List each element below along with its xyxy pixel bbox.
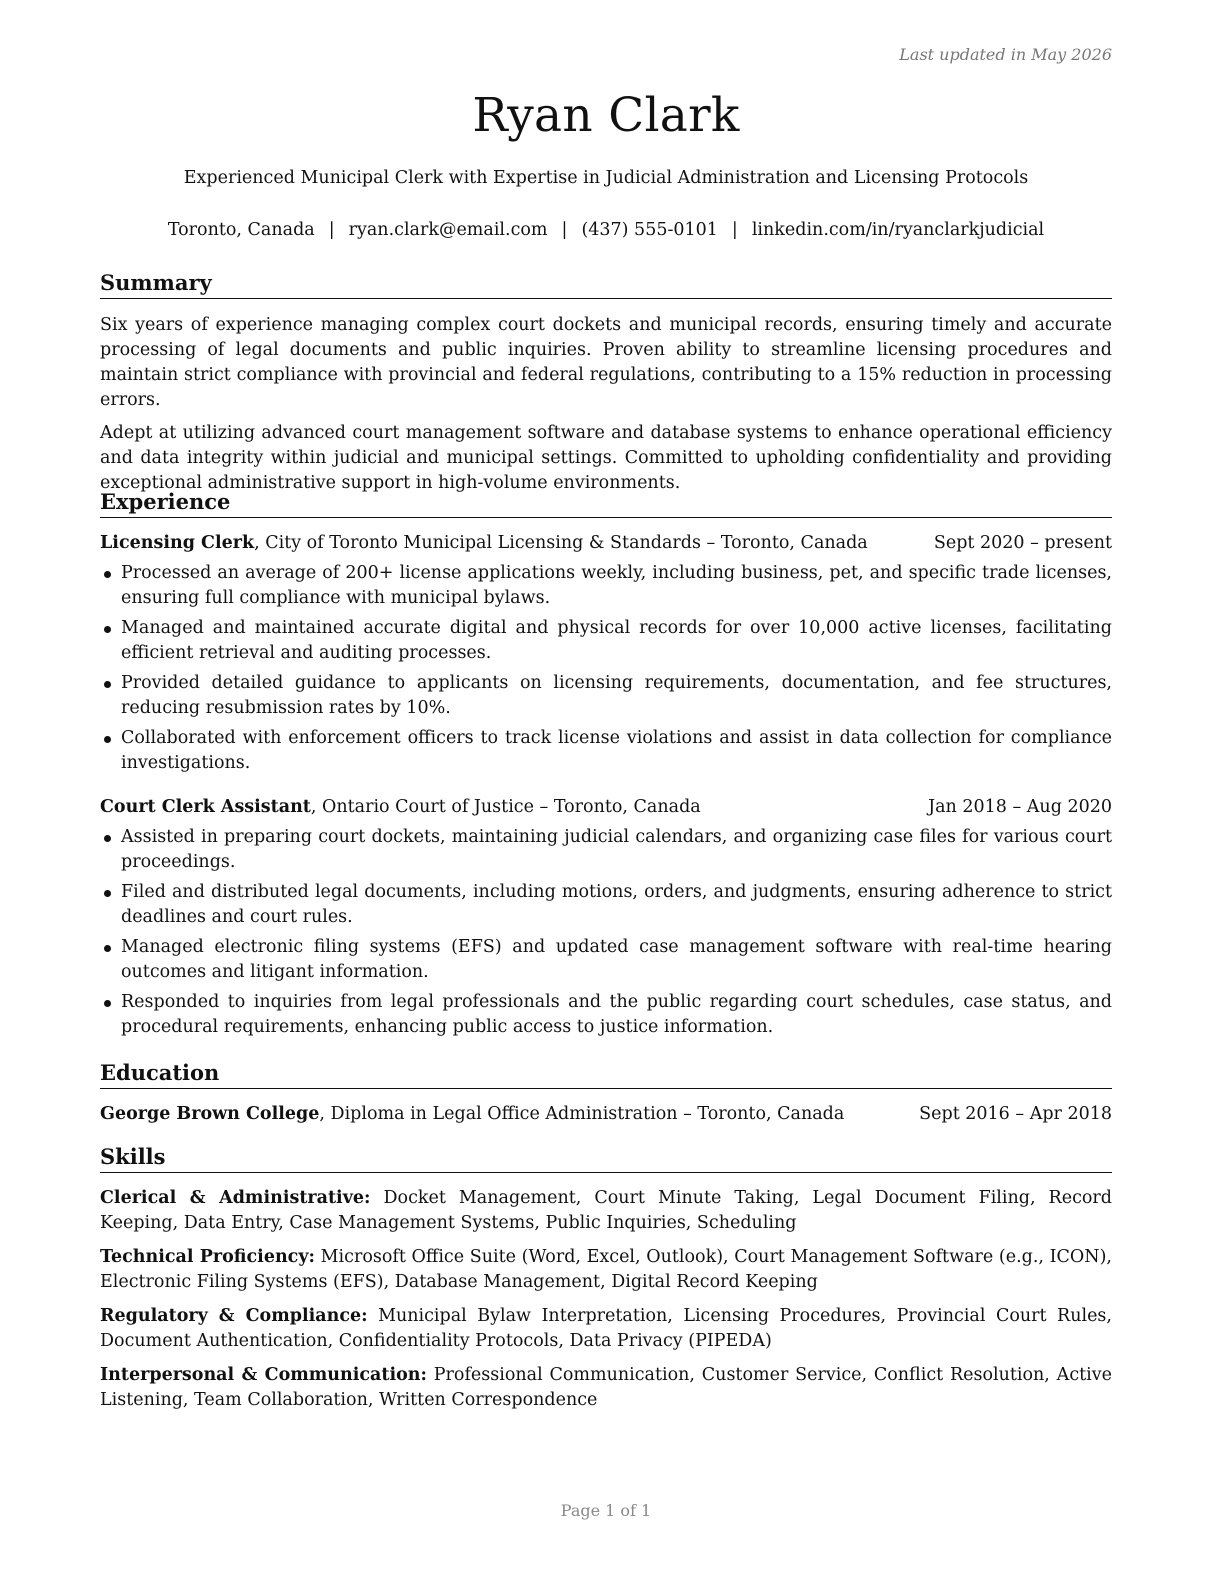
page-number: Page 1 of 1 (560, 1501, 652, 1520)
job-heading (100, 795, 1112, 820)
skill-group (100, 1186, 1112, 1236)
job-bullet: Collaborated with enforcement officers to track license violations and assist in data collection for compliance investigations. (100, 726, 1112, 776)
job-org: , Ontario Court of Justice – Toronto, Canada (310, 797, 701, 817)
contact-line (100, 220, 1112, 240)
contact-separator: | (328, 220, 335, 240)
job-entry (100, 795, 1112, 1040)
job-bullet: Assisted in preparing court dockets, maintaining judicial calendars, and organizing case files for various court proceedings. (100, 825, 1112, 875)
skill-items: Microsoft Office Suite (Word, Excel, Outlook), Court Management Software (e.g., ICON), Electronic Filing Systems (EFS), Database Management, Digital Record Keeping (100, 1247, 1112, 1292)
education-section (100, 1060, 1112, 1127)
last-updated: Last updated in May 2026 (899, 45, 1112, 64)
skill-items: Docket Management, Court Minute Taking, Legal Document Filing, Record Keeping, Data Entry, Case Management Systems, Public Inquiries, Scheduling (100, 1188, 1112, 1233)
contact-phone: (437) 555-0101 (581, 220, 718, 240)
skill-group (100, 1245, 1112, 1295)
job-role: Licensing Clerk (100, 533, 255, 553)
job-dates: Sept 2020 – present (933, 533, 1112, 553)
contact-separator: | (561, 220, 568, 240)
skill-items: Municipal Bylaw Interpretation, Licensing Procedures, Provincial Court Rules, Document Authentication, Confidentiality Protocols, Data Privacy (PIPEDA) (100, 1306, 1112, 1351)
job-role: Court Clerk Assistant (100, 797, 311, 817)
section-title-skills: Skills (100, 1144, 1112, 1173)
contact-linkedin[interactable]: linkedin.com/in/ryanclarkjudicial (751, 220, 1045, 240)
school-name: George Brown College (100, 1104, 320, 1124)
contact-location: Toronto, Canada (167, 220, 315, 240)
contact-email[interactable]: ryan.clark@email.com (348, 220, 548, 240)
job-bullet: Responded to inquiries from legal professionals and the public regarding court schedules, case status, and procedural requirements, enhancing public access to justice information. (100, 990, 1112, 1040)
skill-label: Interpersonal & Communication: (100, 1365, 427, 1385)
summary-section (100, 270, 1112, 496)
skill-group (100, 1363, 1112, 1413)
job-bullet: Provided detailed guidance to applicants on licensing requirements, documentation, and fee structures, reducing resubmission rates by 10%. (100, 671, 1112, 721)
skill-label: Clerical & Administrative: (100, 1188, 371, 1208)
job-bullets (100, 561, 1112, 776)
education-dates: Sept 2016 – Apr 2018 (919, 1104, 1112, 1124)
job-bullet: Processed an average of 200+ license applications weekly, including business, pet, and specific trade licenses, ensuring full compliance with municipal bylaws. (100, 561, 1112, 611)
job-dates: Jan 2018 – Aug 2020 (928, 797, 1112, 817)
education-entry (100, 1102, 1112, 1127)
education-detail: , Diploma in Legal Office Administration – Toronto, Canada (319, 1104, 845, 1124)
tagline: Experienced Municipal Clerk with Expertise in Judicial Administration and Licensing Protocols (183, 168, 1029, 188)
skill-group (100, 1304, 1112, 1354)
skill-items: Professional Communication, Customer Service, Conflict Resolution, Active Listening, Team Collaboration, Written Correspondence (100, 1365, 1112, 1410)
job-org: , City of Toronto Municipal Licensing & Standards – Toronto, Canada (254, 533, 868, 553)
job-bullet: Managed and maintained accurate digital and physical records for over 10,000 active licenses, facilitating efficient retrieval and auditing processes. (100, 616, 1112, 666)
summary-paragraph: Adept at utilizing advanced court management software and database systems to enhance operational efficiency and data integrity within judicial and municipal settings. Committed to upholding confidentiality and providing exceptional administrative support in high-volume environments. (100, 423, 1112, 493)
job-bullets (100, 825, 1112, 1040)
skill-label: Technical Proficiency: (100, 1247, 315, 1267)
contact-separator: | (731, 220, 738, 240)
experience-section (100, 489, 1112, 1040)
section-title-summary: Summary (100, 270, 1112, 299)
skills-section (100, 1144, 1112, 1413)
job-heading (100, 531, 1112, 556)
job-bullet: Managed electronic filing systems (EFS) and updated case management software with real-time hearing outcomes and litigant information. (100, 935, 1112, 985)
section-title-experience: Experience (100, 489, 1112, 518)
job-bullet: Filed and distributed legal documents, including motions, orders, and judgments, ensuring adherence to strict deadlines and court rules. (100, 880, 1112, 930)
summary-paragraph: Six years of experience managing complex court dockets and municipal records, ensuring timely and accurate processing of legal documents and public inquiries. Proven ability to streamline licensing procedures and maintain strict compliance with provincial and federal regulations, contributing to a 15% reduction in processing errors. (100, 315, 1112, 410)
section-title-education: Education (100, 1060, 1112, 1089)
skill-label: Regulatory & Compliance: (100, 1306, 368, 1326)
job-entry (100, 531, 1112, 776)
candidate-name: Ryan Clark (472, 88, 740, 143)
